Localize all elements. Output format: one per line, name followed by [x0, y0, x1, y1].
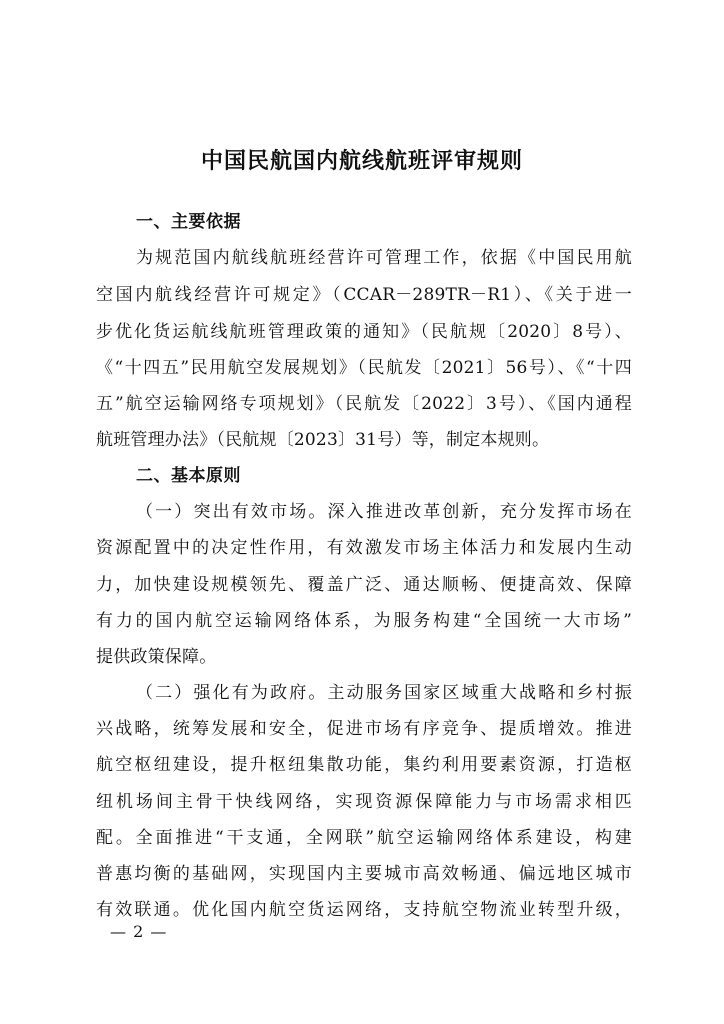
paragraph-line: 配。全面推进“干支通，全网联”航空运输网络体系建设，构建: [96, 828, 632, 848]
page-number: — 2 —: [110, 922, 168, 941]
paragraph-line: （一）突出有效市场。深入推进改革创新，充分发挥市场在: [136, 502, 632, 522]
paragraph-line: 力，加快建设规模领先、覆盖广泛、通达顺畅、便捷高效、保障: [96, 575, 632, 595]
paragraph-line: 航班管理办法》（民航规〔2023〕31号）等，制定本规则。: [96, 430, 550, 450]
paragraph-line: 空国内航线经营许可规定》（CCAR－289TR－R1）、《关于进一: [96, 285, 632, 305]
paragraph-line: 航空枢纽建设，提升枢纽集散功能，集约利用要素资源，打造枢: [96, 755, 632, 775]
paragraph-line: 五”航空运输网络专项规划》（民航发〔2022〕3号）、《国内通程: [96, 394, 632, 414]
paragraph-line: 纽机场间主骨干快线网络，实现资源保障能力与市场需求相匹: [96, 792, 632, 812]
paragraph-line: 提供政策保障。: [96, 647, 217, 667]
paragraph-line: 《“十四五”民用航空发展规划》（民航发〔2021〕56号）、《“十四: [96, 358, 632, 378]
paragraph-line: 为规范国内航线航班经营许可管理工作，依据《中国民用航: [136, 248, 632, 268]
paragraph-line: 资源配置中的决定性作用，有效激发市场主体活力和发展内生动: [96, 538, 632, 558]
paragraph-line: 有力的国内航空运输网络体系，为服务构建“全国统一大市场”: [96, 611, 632, 631]
paragraph-line: 有效联通。优化国内航空货运网络，支持航空物流业转型升级，: [96, 900, 632, 920]
paragraph-line: 步优化货运航线航班管理政策的通知》（民航规〔2020〕8号）、: [96, 322, 632, 342]
paragraph-line: （二）强化有为政府。主动服务国家区域重大战略和乡村振: [136, 683, 632, 703]
paragraph-line: 兴战略，统筹发展和安全，促进市场有序竞争、提质增效。推进: [96, 719, 632, 739]
document-title: 中国民航国内航线航班评审规则: [200, 149, 523, 174]
section-heading-basic-principles: 二、基本原则: [136, 466, 241, 486]
paragraph-line: 普惠均衡的基础网，实现国内主要城市高效畅通、偏远地区城市: [96, 864, 632, 884]
section-heading-main-basis: 一、主要依据: [136, 212, 241, 232]
